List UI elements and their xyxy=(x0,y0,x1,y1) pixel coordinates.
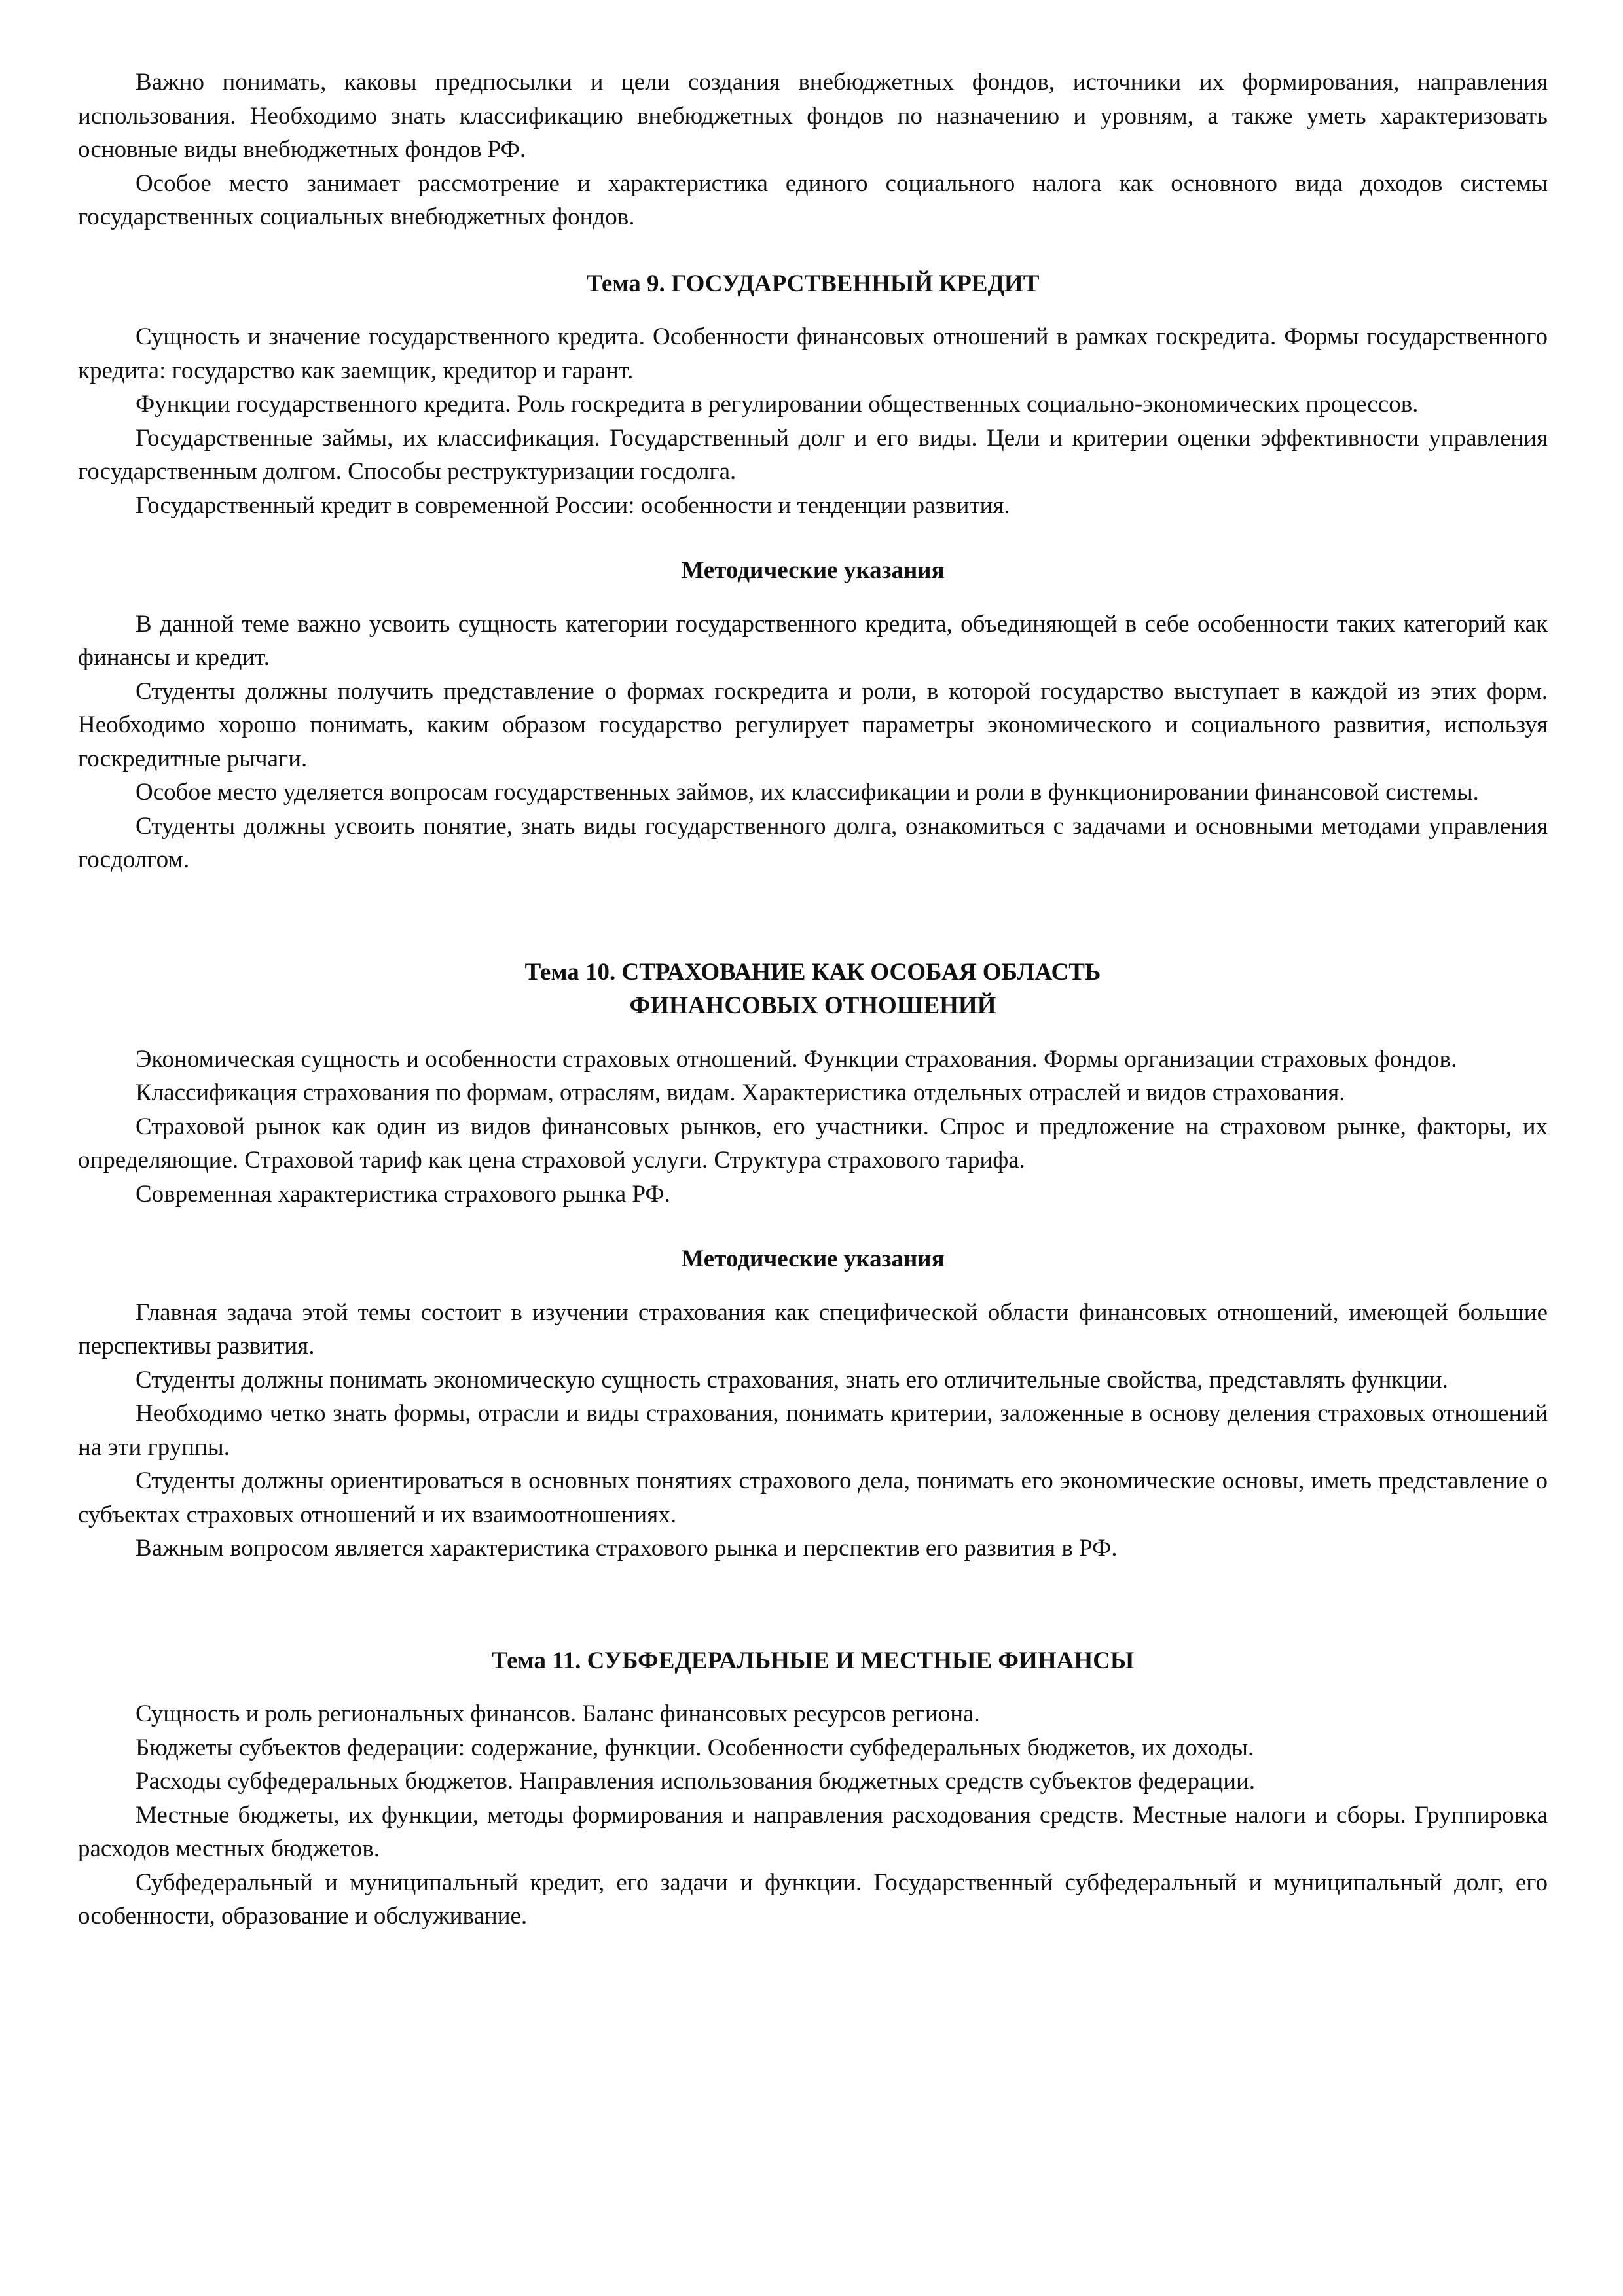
paragraph: Студенты должны получить представление о формах госкредита и роли, в которой государство выступает в каждой из этих форм. Необходимо хорошо понимать, каким образом государство регулирует параметры экономического и социального развития, используя госкредитные рычаги. xyxy=(78,677,1548,772)
paragraph: В данной теме важно усвоить сущность категории государственного кредита, объединяющей в себе особенности таких категорий как финансы и кредит. xyxy=(78,610,1548,671)
paragraph: Сущность и роль региональных финансов. Баланс финансовых ресурсов региона. xyxy=(136,1700,980,1727)
topic-10-methods-title: Методические указания xyxy=(681,1246,945,1272)
paragraph: Современная характеристика страхового рынка РФ. xyxy=(136,1180,670,1208)
topic-9-methods-title: Методические указания xyxy=(681,557,945,584)
topic-11-title: Тема 11. СУБФЕДЕРАЛЬНЫЕ И МЕСТНЫЕ ФИНАНСЫ xyxy=(491,1647,1135,1674)
paragraph: Главная задача этой темы состоит в изучении страхования как специфической области финансовых отношений, имеющей большие перспективы развития. xyxy=(78,1299,1548,1359)
topic-9-title: Тема 9. ГОСУДАРСТВЕННЫЙ КРЕДИТ xyxy=(586,270,1040,297)
paragraph: Экономическая сущность и особенности страховых отношений. Функции страхования. Формы организации страховых фондов. xyxy=(136,1045,1457,1073)
paragraph: Государственные займы, их классификация. Государственный долг и его виды. Цели и критерии оценки эффективности управления государственным долгом. Способы реструктуризации госдолга. xyxy=(78,424,1548,485)
paragraph: Студенты должны усвоить понятие, знать виды государственного долга, ознакомиться с задачами и основными методами управления госдолгом. xyxy=(78,812,1548,873)
topic-10-title: Тема 10. СТРАХОВАНИЕ КАК ОСОБАЯ ОБЛАСТЬ ФИНАНСОВЫХ ОТНОШЕНИЙ xyxy=(524,958,1101,1019)
paragraph: Государственный кредит в современной России: особенности и тенденции развития. xyxy=(136,492,1010,519)
paragraph: Местные бюджеты, их функции, методы формирования и направления расходования средств. Местные налоги и сборы. Группировка расходов местных бюджетов. xyxy=(78,1801,1548,1862)
paragraph: Классификация страхования по формам, отраслям, видам. Характеристика отдельных отраслей и видов страхования. xyxy=(136,1079,1345,1106)
paragraph: Субфедеральный и муниципальный кредит, его задачи и функции. Государственный субфедеральный и муниципальный долг, его особенности, образование и обслуживание. xyxy=(78,1869,1548,1929)
paragraph: Необходимо четко знать формы, отрасли и виды страхования, понимать критерии, заложенные в основу деления страховых отношений на эти группы. xyxy=(78,1400,1548,1461)
intro-section xyxy=(78,65,1548,234)
paragraph: Сущность и значение государственного кредита. Особенности финансовых отношений в рамках госкредита. Формы государственного кредита: государство как заемщик, кредитор и гарант. xyxy=(78,323,1548,384)
paragraph: Расходы субфедеральных бюджетов. Направления использования бюджетных средств субъектов федерации. xyxy=(136,1768,1256,1795)
paragraph: Студенты должны понимать экономическую сущность страхования, знать его отличительные свойства, представлять функции. xyxy=(136,1366,1448,1393)
document-page xyxy=(78,65,1548,1933)
paragraph: Важным вопросом является характеристика страхового рынка и перспектив его развития в РФ. xyxy=(136,1535,1118,1562)
paragraph: Студенты должны ориентироваться в основных понятиях страхового дела, понимать его экономические основы, иметь представление о субъектах страховых отношений и их взаимоотношениях. xyxy=(78,1467,1548,1528)
paragraph: Бюджеты субъектов федерации: содержание, функции. Особенности субфедеральных бюджетов, их доходы. xyxy=(136,1734,1254,1761)
paragraph: Страховой рынок как один из видов финансовых рынков, его участники. Спрос и предложение на страховом рынке, факторы, их определяющие. Страховой тариф как цена страховой услуги. Структура страхового тарифа. xyxy=(78,1113,1548,1174)
paragraph: Особое место занимает рассмотрение и характеристика единого социального налога как основного вида доходов системы государственных социальных внебюджетных фондов. xyxy=(78,170,1548,230)
topic-10-section xyxy=(78,956,1548,1566)
topic-11-section xyxy=(78,1644,1548,1933)
paragraph: Особое место уделяется вопросам государственных займов, их классификации и роли в функционировании финансовой системы. xyxy=(136,779,1479,806)
topic-9-section xyxy=(78,267,1548,877)
paragraph: Важно понимать, каковы предпосылки и цели создания внебюджетных фондов, источники их формирования, направления использования. Необходимо знать классификацию внебюджетных фондов по назначению и уровням, а также уметь характеризовать основные виды внебюджетных фондов РФ. xyxy=(78,69,1548,163)
paragraph: Функции государственного кредита. Роль госкредита в регулировании общественных социально-экономических процессов. xyxy=(136,391,1419,418)
